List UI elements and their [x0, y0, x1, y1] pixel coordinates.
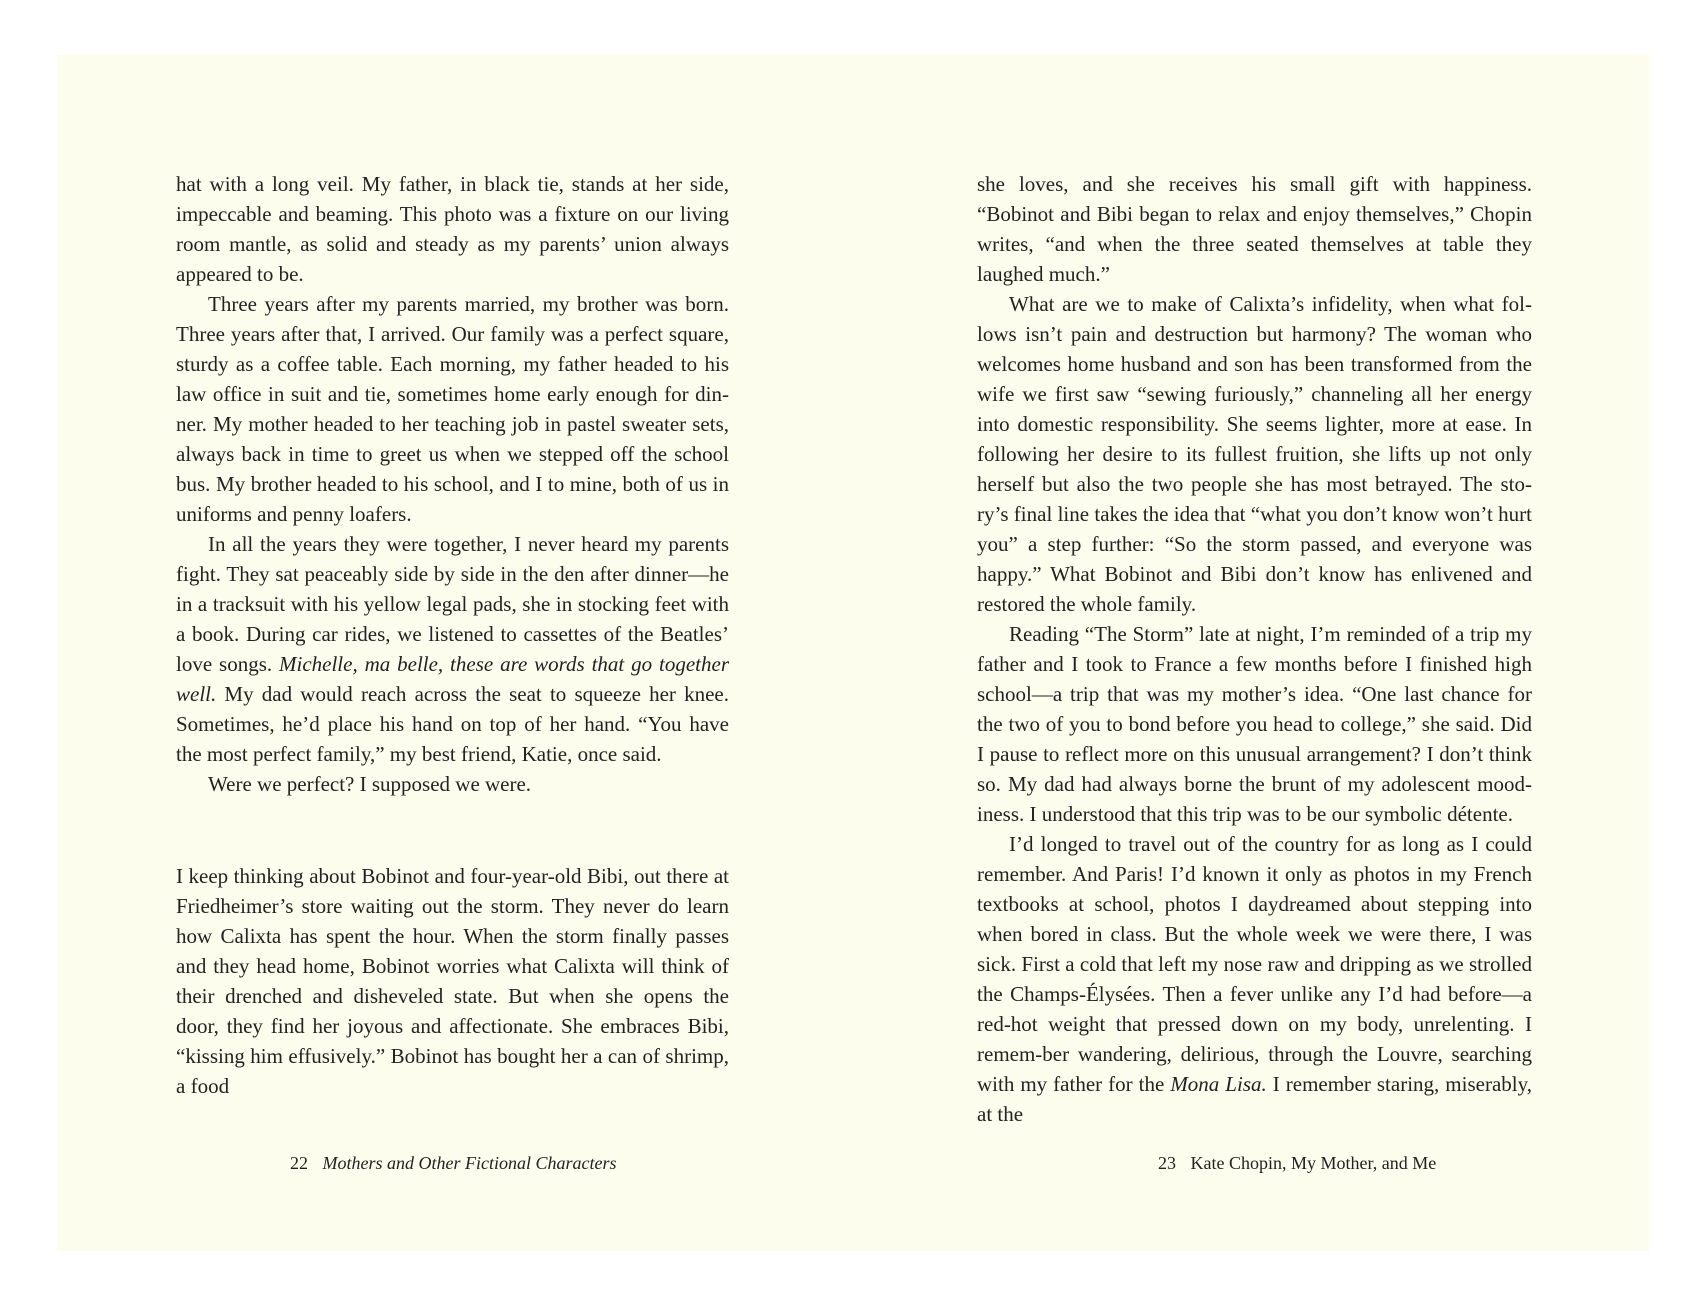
- right-page: [853, 55, 1649, 1251]
- left-page-footer: [290, 1153, 616, 1174]
- text-segment: I remember staring, miserably, at the: [977, 1072, 1532, 1126]
- right-page-body: [977, 169, 1532, 1129]
- paragraph: [977, 829, 1532, 1129]
- paragraph: [176, 529, 729, 769]
- paragraph: [977, 619, 1532, 829]
- paragraph: [176, 861, 729, 1101]
- italic-text: Mona Lisa.: [1170, 1072, 1267, 1096]
- paragraph: [176, 169, 729, 289]
- text-segment: Were we perfect? I supposed we were.: [208, 772, 532, 796]
- italic-text: Michelle, ma belle, these are words that go together well.: [176, 652, 729, 706]
- page-number: 22: [290, 1153, 308, 1173]
- text-segment: Reading “The Storm” late at night, I’m reminded of a trip my father and I took to France a few months before I finished high school—a trip that was my mother’s idea. “One last chance for the two of you to bond before you head to college,” she said. Did I pause to reflect more on this unusual arrangement? I don’t think so. My dad had always borne the brunt of my adolescent mood-iness. I understood that this trip was to be our symbolic détente.: [977, 622, 1532, 826]
- text-segment: In all the years they were together, I never heard my parents fight. They sat peaceably side by side in the den after dinner—he in a tracksuit with his yellow legal pads, she in stocking feet with a book. During car rides, we listened to cassettes of the Beatles’ love songs.: [176, 532, 729, 676]
- left-page: [57, 55, 853, 1251]
- book-spread: [57, 55, 1649, 1251]
- text-segment: she loves, and she receives his small gift with happiness. “Bobinot and Bibi began to relax and enjoy themselves,” Chopin writes, “and when the three seated themselves at table they laughed much.”: [977, 172, 1532, 286]
- running-title: Kate Chopin, My Mother, and Me: [1190, 1153, 1437, 1173]
- paragraph: [176, 289, 729, 529]
- page-number: 23: [1158, 1153, 1176, 1173]
- paragraph: [977, 169, 1532, 289]
- text-segment: hat with a long veil. My father, in black tie, stands at her side, impeccable and beaming. This photo was a fixture on our living room mantle, as solid and steady as my parents’ union always appeared to be.: [176, 172, 729, 286]
- right-page-footer: [1158, 1153, 1436, 1174]
- paragraph: [176, 769, 729, 799]
- paragraph: [977, 289, 1532, 619]
- text-segment: My dad would reach across the seat to squeeze her knee. Sometimes, he’d place his hand on top of her hand. “You have the most perfect family,” my best friend, Katie, once said.: [176, 682, 729, 766]
- text-segment: Three years after my parents married, my brother was born. Three years after that, I arrived. Our family was a perfect square, sturdy as a coffee table. Each morning, my father headed to his law office in suit and tie, sometimes home early enough for din-ner. My mother headed to her teaching job in pastel sweater sets, always back in time to greet us when we stepped off the school bus. My brother headed to his school, and I to mine, both of us in uniforms and penny loafers.: [176, 292, 729, 526]
- left-page-body: [176, 169, 729, 1101]
- text-segment: I’d longed to travel out of the country for as long as I could remember. And Paris! I’d known it only as photos in my French textbooks at school, photos I daydreamed about stepping into when bored in class. But the whole week we were there, I was sick. First a cold that left my nose raw and dripping as we strolled the Champs-Élysées. Then a fever unlike any I’d had before—a red-hot weight that pressed down on my body, unrelenting. I remem-ber wandering, delirious, through the Louvre, searching with my father for the: [977, 832, 1532, 1096]
- text-segment: What are we to make of Calixta’s infidelity, when what fol-lows isn’t pain and destruction but harmony? The woman who welcomes home husband and son has been transformed from the wife we first saw “sewing furiously,” channeling all her energy into domestic responsibility. She seems lighter, more at ease. In following her desire to its fullest fruition, she lifts up not only herself but also the two people she has most betrayed. The sto-ry’s final line takes the idea that “what you don’t know won’t hurt you” a step further: “So the storm passed, and everyone was happy.” What Bobinot and Bibi don’t know has enlivened and restored the whole family.: [977, 292, 1532, 616]
- text-segment: I keep thinking about Bobinot and four-year-old Bibi, out there at Friedheimer’s store waiting out the storm. They never do learn how Calixta has spent the hour. When the storm finally passes and they head home, Bobinot worries what Calixta will think of their drenched and disheveled state. But when she opens the door, they find her joyous and affectionate. She embraces Bibi, “kissing him effusively.” Bobinot has bought her a can of shrimp, a food: [176, 864, 729, 1098]
- running-title: Mothers and Other Fictional Characters: [322, 1153, 617, 1173]
